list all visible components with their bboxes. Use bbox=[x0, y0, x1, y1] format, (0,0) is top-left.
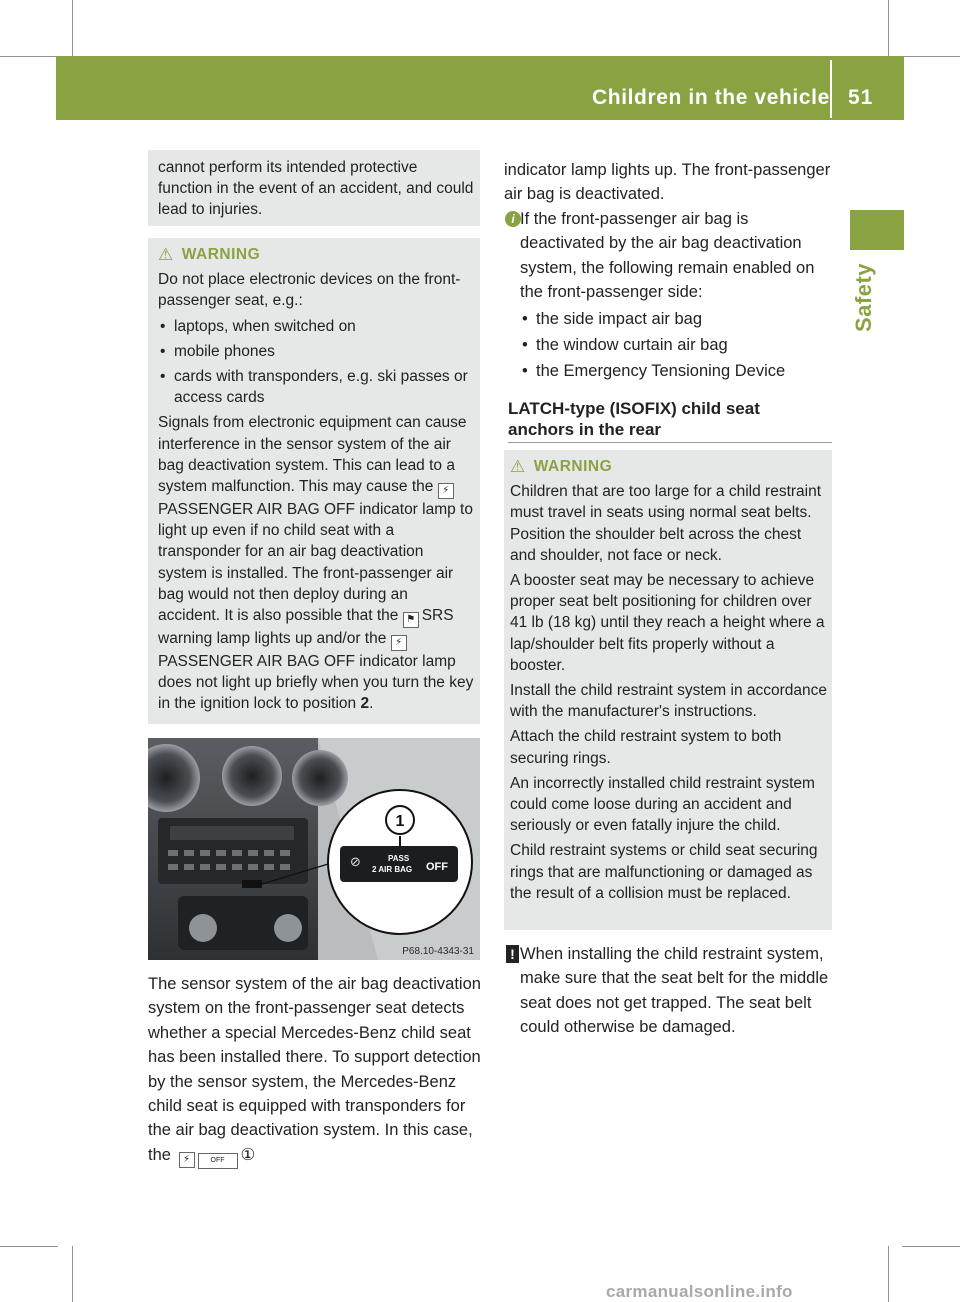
chapter-label: Safety bbox=[851, 262, 876, 332]
pass-airbag-off-icon: OFF bbox=[198, 1153, 238, 1169]
body-text: The sensor system of the air bag deactivation system on the front-passenger seat detects whether a special Mercedes-Benz child seat has been installed there. To support detection by the sensor system, the Mercedes-Benz child seat is equipped with transponders for the air bag deactivation system. In this case, the bbox=[148, 975, 481, 1164]
warning-paragraph: Install the child restraint system in accordance with the manufacturer's instructions. bbox=[510, 682, 828, 721]
heading-divider bbox=[508, 442, 832, 443]
warning-content bbox=[158, 244, 474, 719]
dashboard-illustration bbox=[148, 738, 480, 960]
text-line: cannot perform its intended protective bbox=[158, 159, 418, 176]
info-paragraph bbox=[520, 207, 832, 384]
sentence-period: . bbox=[369, 695, 374, 713]
list-item: • the Emergency Tensioning Device bbox=[520, 359, 832, 383]
intro-paragraph: indicator lamp lights up. The front-passenger air bag is deactivated. bbox=[504, 161, 831, 204]
dashboard-photo bbox=[148, 738, 480, 960]
chapter-tab bbox=[850, 210, 904, 250]
note-paragraph: When installing the child restraint system, make sure that the seat belt for the middle seat does not get trapped. The seat belt could otherwise be damaged. bbox=[520, 945, 829, 1037]
ignition-position: 2 bbox=[360, 695, 370, 713]
warning-body-part: PASSENGER AIR BAG OFF indicator lamp does not light up briefly when you turn the key in the ignition lock to position bbox=[158, 653, 474, 713]
exclamation-icon: ! bbox=[506, 945, 519, 963]
airbag-off-icon: ⚡ bbox=[179, 1152, 195, 1168]
crop-mark bbox=[902, 56, 960, 57]
warning-body-part: PASSENGER AIR BAG OFF indicator lamp to light up even if no child seat with a transponder for an air bag deactivation system is installed. The front-passenger air bag would not then deploy during an accident. It is also possible that the bbox=[158, 501, 473, 625]
warning-title bbox=[510, 456, 828, 477]
callout-1-icon: ① bbox=[240, 1145, 256, 1164]
warning-paragraph: An incorrectly installed child restraint system could come loose during an accident and seriously or even fatally injure the child. bbox=[510, 774, 815, 835]
warning-intro: Do not place electronic devices on the front-passenger seat, e.g.: bbox=[158, 271, 461, 310]
continued-warning-text bbox=[158, 157, 476, 221]
crop-mark bbox=[72, 0, 73, 58]
info-text: If the front-passenger air bag is deactivated by the air bag deactivation system, the following remain enabled on the front-passenger side: bbox=[520, 210, 815, 302]
callout-number: 1 bbox=[395, 813, 405, 830]
warning-paragraph: Children that are too large for a child restraint must travel in seats using normal seat belts. Position the shoulder belt across the chest and shoulder, not face or neck. bbox=[510, 483, 822, 564]
crop-mark bbox=[0, 1246, 58, 1247]
watermark: carmanualsonline.info bbox=[606, 1282, 793, 1301]
body-paragraph bbox=[148, 972, 482, 1169]
crop-mark bbox=[888, 0, 889, 58]
list-item: • laptops, when switched on bbox=[158, 316, 474, 337]
warning-content bbox=[510, 456, 828, 908]
header-divider bbox=[830, 60, 832, 118]
lamp-label-airbag: 2 AIR BAG bbox=[372, 865, 413, 874]
crop-mark bbox=[0, 56, 58, 57]
warning-title-label: WARNING bbox=[181, 246, 261, 263]
crop-mark bbox=[72, 1246, 73, 1302]
list-item: • mobile phones bbox=[158, 341, 474, 362]
figure-id: P68.10-4343-31 bbox=[402, 946, 474, 957]
airbag-off-icon: ⊘ bbox=[350, 855, 361, 870]
warning-body bbox=[158, 412, 474, 714]
warning-body-part: Signals from electronic equipment can cause interference in the sensor system of the air bag deactivation system. This can lead to a system malfunction. This may cause the bbox=[158, 414, 467, 496]
warning-title-label: WARNING bbox=[533, 458, 613, 475]
text-line: function in the event of an accident, and could bbox=[158, 180, 474, 198]
lamp-label-pass: PASS bbox=[388, 854, 410, 863]
warning-paragraph: A booster seat may be necessary to achieve proper seat belt positioning for children over 41 lb (18 kg) until they reach a height where a lap/shoulder belt fits properly without a booster. bbox=[510, 572, 825, 674]
crop-mark bbox=[902, 1246, 960, 1247]
srs-warning-icon: ⚑ bbox=[403, 612, 419, 628]
info-icon: i bbox=[505, 211, 521, 227]
warning-body-part: SRS warning lamp lights up and/or the bbox=[158, 607, 454, 648]
airbag-off-icon: ⚡ bbox=[391, 635, 407, 651]
warning-title bbox=[158, 244, 474, 265]
list-item: • the side impact air bag bbox=[520, 307, 832, 331]
text-line: lead to injuries. bbox=[158, 201, 263, 219]
warning-triangle-icon: ⚠ bbox=[510, 456, 526, 476]
lamp-label-off: OFF bbox=[426, 861, 448, 873]
warning-triangle-icon: ⚠ bbox=[158, 244, 174, 264]
list-item: • the window curtain air bag bbox=[520, 333, 832, 357]
crop-mark bbox=[888, 1246, 889, 1302]
warning-paragraph: Attach the child restraint system to both securing rings. bbox=[510, 728, 782, 767]
section-heading: LATCH-type (ISOFIX) child seat anchors in the rear bbox=[508, 399, 760, 439]
page-section-title: Children in the vehicle bbox=[592, 86, 830, 109]
airbag-off-icon: ⚡ bbox=[438, 483, 454, 499]
list-item: • cards with transponders, e.g. ski passes or access cards bbox=[158, 366, 474, 408]
warning-paragraph: Child restraint systems or child seat securing rings that are malfunctioning or damaged as the result of a collision must be replaced. bbox=[510, 842, 818, 902]
page-number: 51 bbox=[848, 86, 874, 109]
